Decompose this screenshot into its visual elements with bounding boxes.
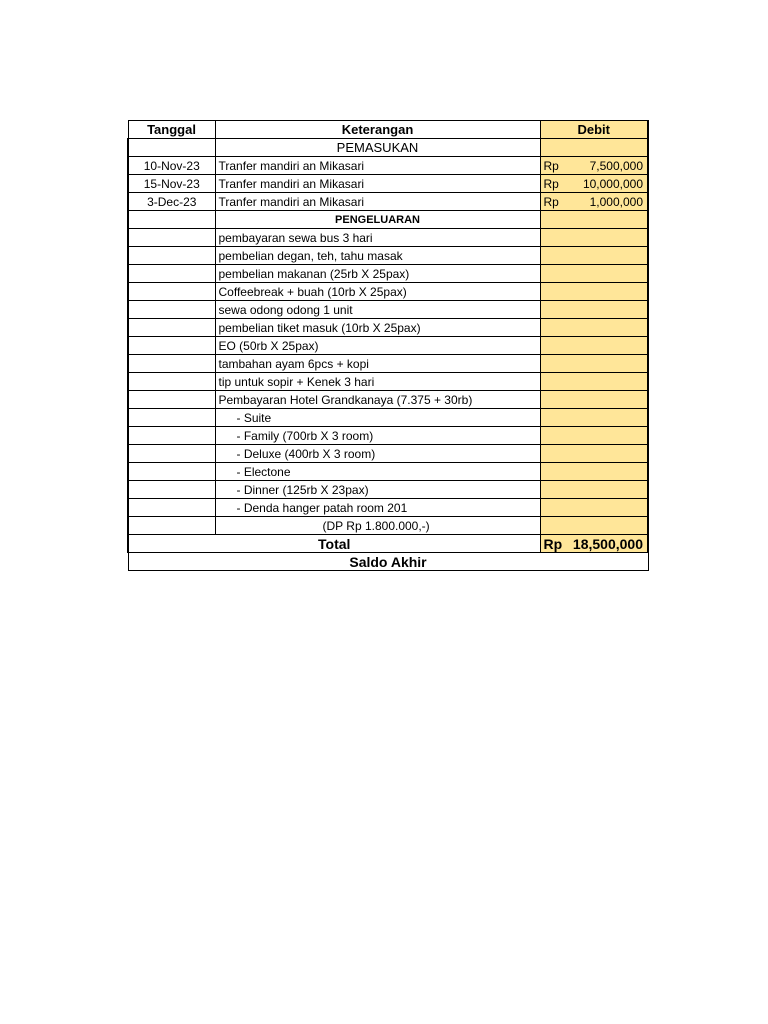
cell-debit-empty[interactable] <box>540 409 648 427</box>
cell-date-empty[interactable] <box>128 463 215 481</box>
cell-debit-empty[interactable] <box>540 283 648 301</box>
cell-description[interactable]: Tranfer mandiri an Mikasari <box>215 157 540 175</box>
cell-description[interactable]: - Suite <box>215 409 540 427</box>
cell-description[interactable]: sewa odong odong 1 unit <box>215 301 540 319</box>
cell-date-empty[interactable] <box>128 319 215 337</box>
cell-date-empty[interactable] <box>128 229 215 247</box>
hotel-item-row <box>128 499 648 517</box>
amount-value: 7,500,000 <box>589 158 643 173</box>
cell-description[interactable]: pembelian degan, teh, tahu masak <box>215 247 540 265</box>
cell-date[interactable]: 15-Nov-23 <box>128 175 215 193</box>
cell-debit-empty[interactable] <box>540 139 648 157</box>
cell-description[interactable]: pembelian tiket masuk (10rb X 25pax) <box>215 319 540 337</box>
cell-description[interactable]: pembayaran sewa bus 3 hari <box>215 229 540 247</box>
cell-debit[interactable] <box>540 175 648 193</box>
cell-debit-empty[interactable] <box>540 355 648 373</box>
cell-debit-empty[interactable] <box>540 463 648 481</box>
cell-debit-empty[interactable] <box>540 445 648 463</box>
total-label[interactable]: Total <box>128 535 540 553</box>
amount-value: 1,000,000 <box>589 194 643 209</box>
expense-row <box>128 265 648 283</box>
cell-debit-empty[interactable] <box>540 211 648 229</box>
cell-debit-empty[interactable] <box>540 229 648 247</box>
cell-date-empty[interactable] <box>128 301 215 319</box>
cell-date-empty[interactable] <box>128 499 215 517</box>
cell-description[interactable]: Tranfer mandiri an Mikasari <box>215 175 540 193</box>
expense-section-row <box>128 211 648 229</box>
expense-section-label[interactable]: PENGELUARAN <box>215 211 540 229</box>
cell-date-empty[interactable] <box>128 283 215 301</box>
total-row <box>128 535 648 553</box>
expense-row <box>128 301 648 319</box>
amount-value: 10,000,000 <box>582 176 643 191</box>
income-section-row <box>128 139 648 157</box>
cell-date-empty[interactable] <box>128 391 215 409</box>
expense-row <box>128 391 648 409</box>
cell-debit-empty[interactable] <box>540 247 648 265</box>
cell-debit-empty[interactable] <box>540 265 648 283</box>
cell-debit-empty[interactable] <box>540 337 648 355</box>
dp-note-row <box>128 517 648 535</box>
debit-amount <box>544 536 645 552</box>
cell-date-empty[interactable] <box>128 409 215 427</box>
expense-row <box>128 229 648 247</box>
debit-amount <box>544 158 645 174</box>
cell-debit[interactable] <box>540 535 648 553</box>
expense-row <box>128 373 648 391</box>
hotel-item-row <box>128 427 648 445</box>
cell-empty[interactable] <box>128 211 215 229</box>
cell-debit-empty[interactable] <box>540 301 648 319</box>
header-row <box>128 121 648 139</box>
cell-description[interactable]: Tranfer mandiri an Mikasari <box>215 193 540 211</box>
cell-description[interactable]: pembelian makanan (25rb X 25pax) <box>215 265 540 283</box>
cell-date-empty[interactable] <box>128 337 215 355</box>
cell-date-empty[interactable] <box>128 265 215 283</box>
expense-row <box>128 247 648 265</box>
currency-symbol: Rp <box>543 194 559 209</box>
saldo-row <box>128 553 648 571</box>
cell-date-empty[interactable] <box>128 517 215 535</box>
debit-amount <box>544 176 645 192</box>
cell-description[interactable]: Pembayaran Hotel Grandkanaya (7.375 + 30rb) <box>215 391 540 409</box>
cash-ledger-table <box>127 120 649 571</box>
cell-debit[interactable] <box>540 157 648 175</box>
cell-date-empty[interactable] <box>128 427 215 445</box>
cell-description[interactable]: - Dinner (125rb X 23pax) <box>215 481 540 499</box>
cell-empty[interactable] <box>128 139 215 157</box>
currency-symbol: Rp <box>543 535 563 552</box>
cell-date-empty[interactable] <box>128 247 215 265</box>
dp-note[interactable]: (DP Rp 1.800.000,-) <box>215 517 540 535</box>
expense-row <box>128 319 648 337</box>
cell-debit-empty[interactable] <box>540 499 648 517</box>
hotel-item-row <box>128 445 648 463</box>
cell-description[interactable]: Coffeebreak + buah (10rb X 25pax) <box>215 283 540 301</box>
header-debit[interactable]: Debit <box>540 121 648 139</box>
cell-description[interactable]: - Denda hanger patah room 201 <box>215 499 540 517</box>
hotel-item-row <box>128 463 648 481</box>
income-row <box>128 157 648 175</box>
income-row <box>128 193 648 211</box>
cell-debit-empty[interactable] <box>540 427 648 445</box>
expense-row <box>128 283 648 301</box>
cell-debit[interactable] <box>540 193 648 211</box>
cell-date[interactable]: 3-Dec-23 <box>128 193 215 211</box>
expense-row <box>128 355 648 373</box>
expense-row <box>128 337 648 355</box>
header-description[interactable]: Keterangan <box>215 121 540 139</box>
cell-description[interactable]: - Electone <box>215 463 540 481</box>
income-section-label[interactable]: PEMASUKAN <box>215 139 540 157</box>
cell-debit-empty[interactable] <box>540 373 648 391</box>
cell-debit-empty[interactable] <box>540 391 648 409</box>
cell-description[interactable]: EO (50rb X 25pax) <box>215 337 540 355</box>
cell-description[interactable]: tambahan ayam 6pcs + kopi <box>215 355 540 373</box>
currency-symbol: Rp <box>543 176 559 191</box>
cell-description[interactable]: tip untuk sopir + Kenek 3 hari <box>215 373 540 391</box>
debit-amount <box>544 194 645 210</box>
cell-date-empty[interactable] <box>128 355 215 373</box>
currency-symbol: Rp <box>543 158 559 173</box>
hotel-item-row <box>128 481 648 499</box>
amount-value: 18,500,000 <box>572 535 643 552</box>
cell-debit-empty[interactable] <box>540 517 648 535</box>
hotel-item-row <box>128 409 648 427</box>
income-row <box>128 175 648 193</box>
cell-debit-empty[interactable] <box>540 481 648 499</box>
cell-date[interactable]: 10-Nov-23 <box>128 157 215 175</box>
cell-date-empty[interactable] <box>128 373 215 391</box>
cell-date-empty[interactable] <box>128 445 215 463</box>
cell-description[interactable]: - Family (700rb X 3 room) <box>215 427 540 445</box>
cell-date-empty[interactable] <box>128 481 215 499</box>
saldo-label[interactable]: Saldo Akhir <box>128 553 648 571</box>
header-date[interactable]: Tanggal <box>128 121 215 139</box>
cell-description[interactable]: - Deluxe (400rb X 3 room) <box>215 445 540 463</box>
cell-debit-empty[interactable] <box>540 319 648 337</box>
